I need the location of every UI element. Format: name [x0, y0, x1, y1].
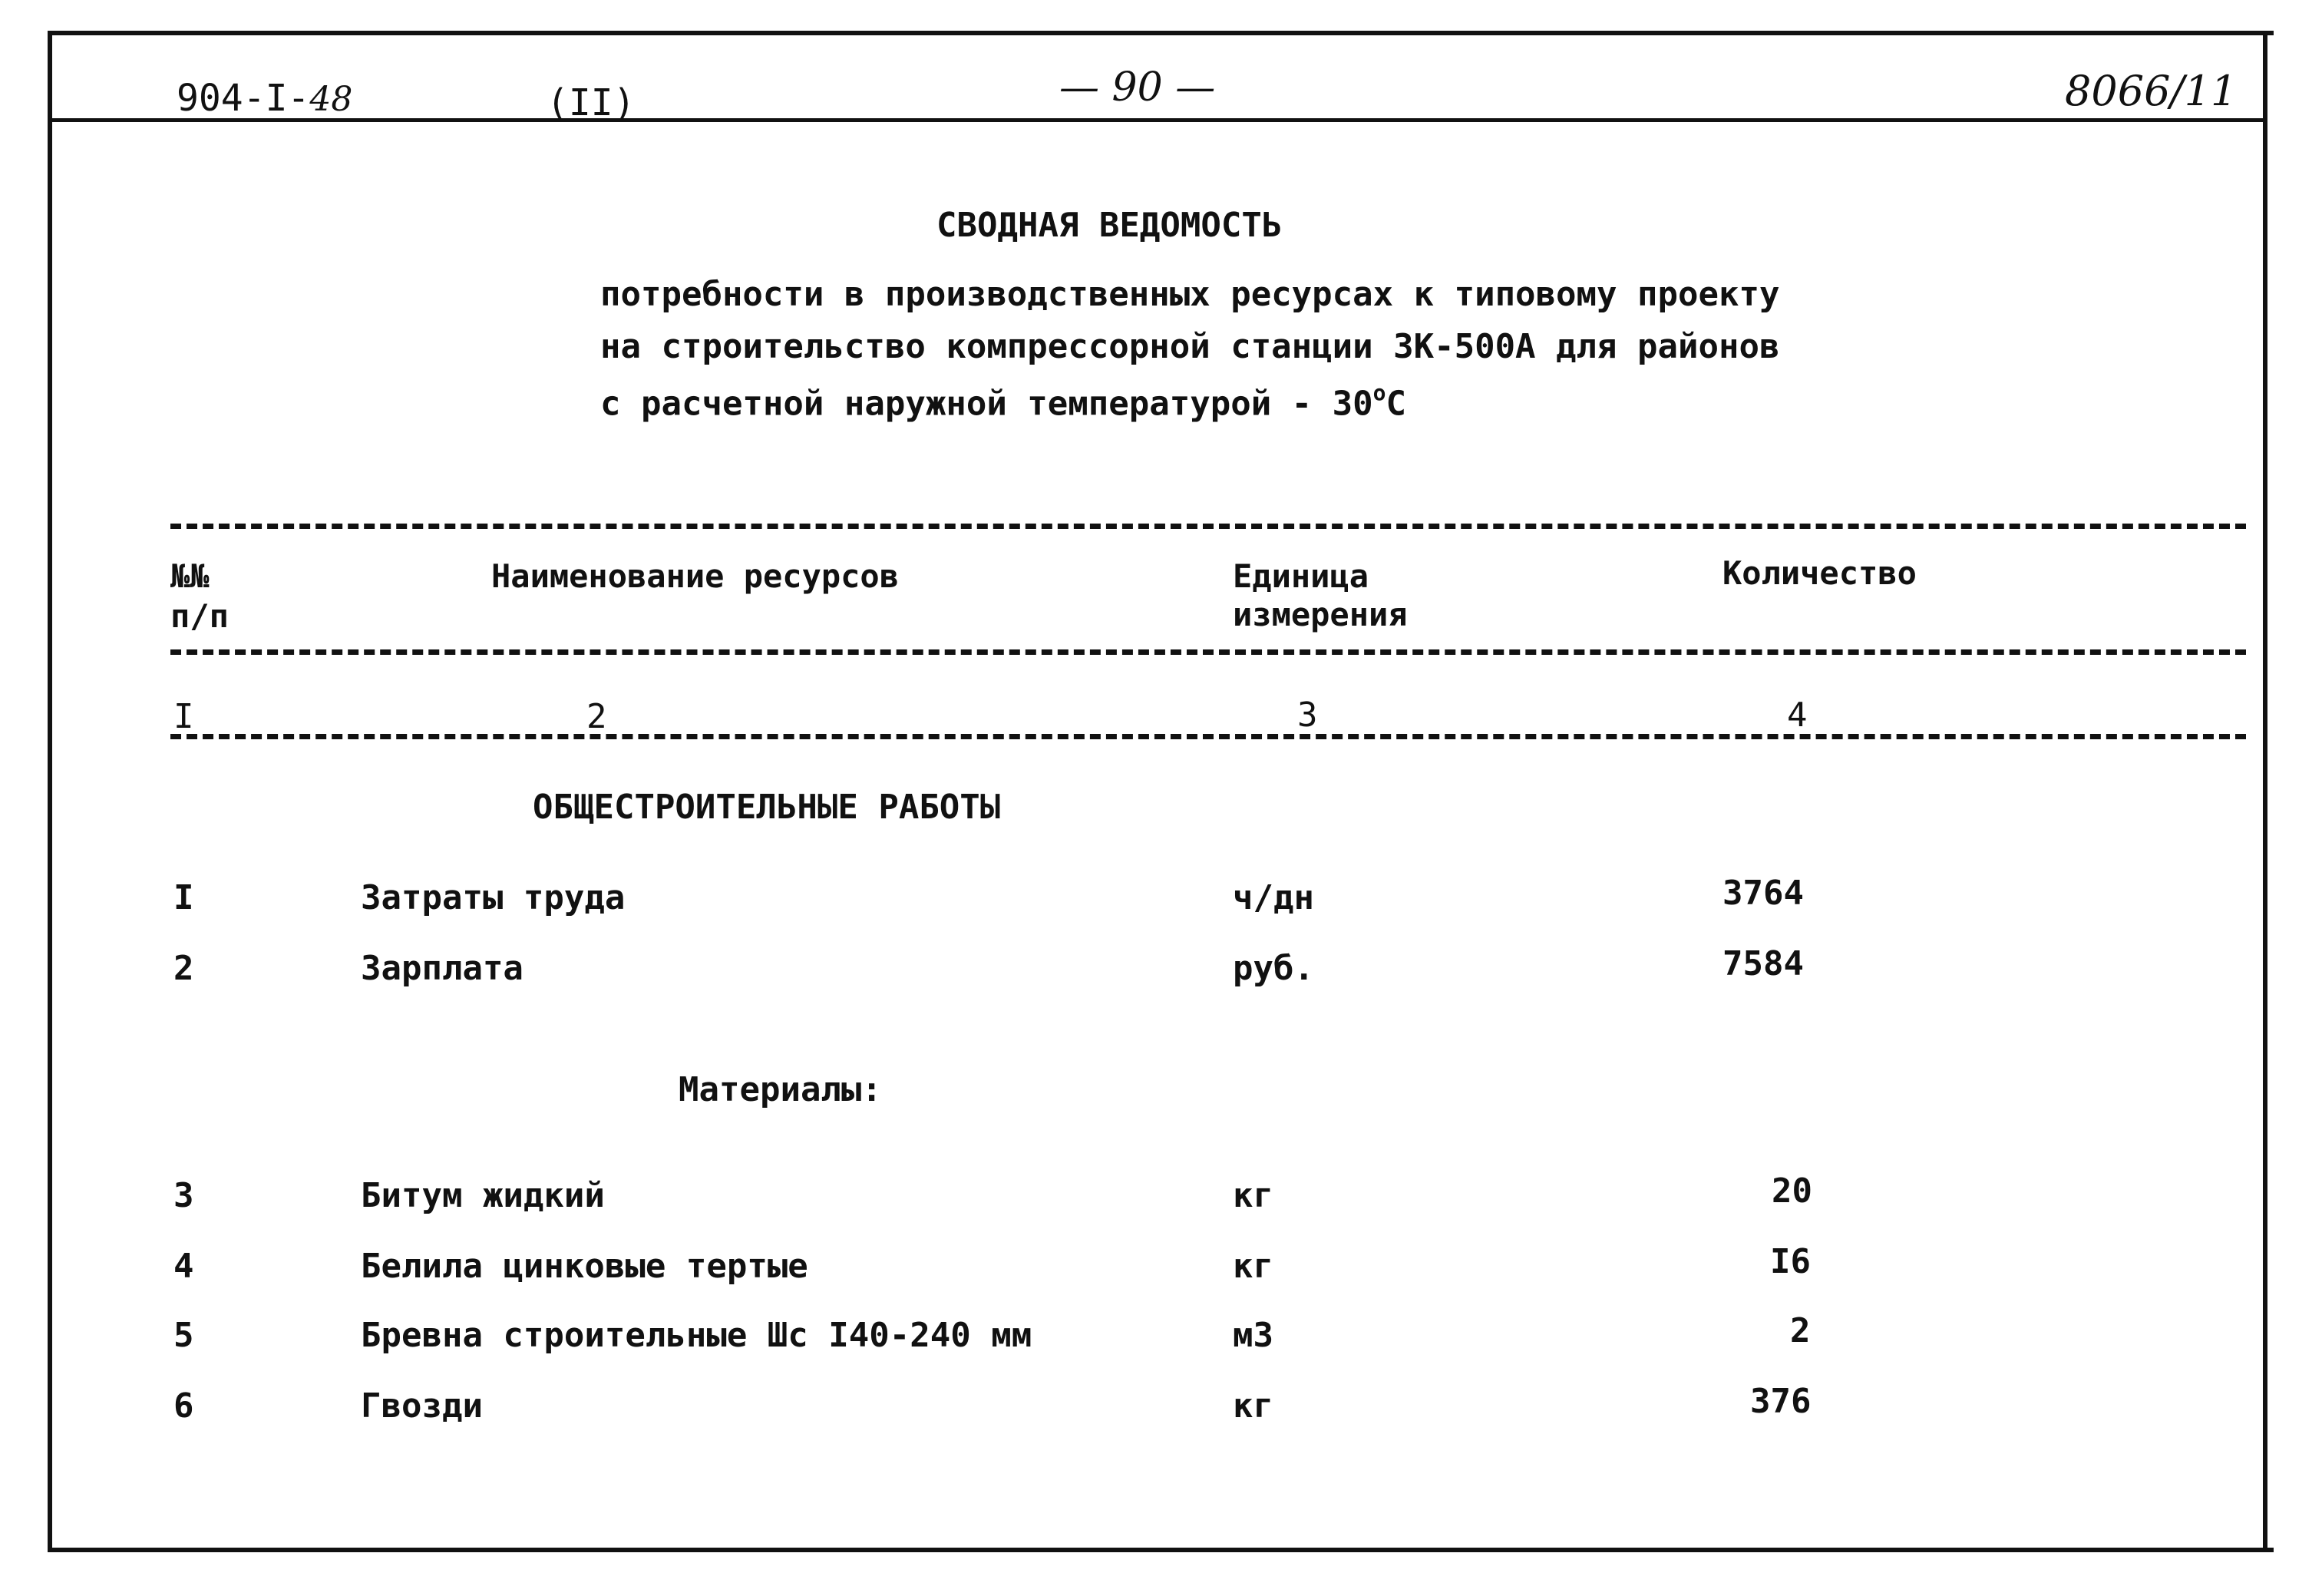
row-unit: кг: [1233, 1247, 1273, 1286]
header-num-line1: №№: [170, 557, 210, 595]
row-number: 2: [173, 949, 194, 988]
header-unit-line2: измерения: [1233, 596, 1408, 633]
header-quantity: Количество: [1722, 554, 1917, 592]
row-quantity: 20: [1772, 1171, 1812, 1211]
col-number-2: 2: [586, 697, 607, 736]
temperature-unit: С: [1386, 384, 1406, 424]
row-resource-name: Гвозди: [361, 1386, 483, 1426]
header-num-line2: п/п: [170, 597, 229, 635]
row-number: 3: [173, 1176, 194, 1215]
row-resource-name: Затраты труда: [361, 878, 626, 917]
series-code: [177, 77, 353, 120]
row-resource-name: Белила цинковые тертые: [361, 1247, 808, 1286]
row-quantity: 3764: [1722, 874, 1804, 913]
row-quantity: I6: [1770, 1242, 1811, 1281]
row-resource-name: Битум жидкий: [361, 1176, 605, 1215]
row-number: 6: [173, 1386, 194, 1426]
row-resource-name: Зарплата: [361, 949, 524, 988]
row-number: I: [173, 878, 194, 917]
row-unit: ч/дн: [1233, 878, 1314, 917]
row-quantity: 376: [1750, 1382, 1812, 1421]
header-unit-line1: Единица: [1233, 557, 1369, 595]
title-line-3: [600, 380, 1406, 424]
degree-sign: о: [1372, 380, 1386, 405]
document-number: 8066/11: [2065, 67, 2238, 115]
section-title: ОБЩЕСТРОИТЕЛЬНЫЕ РАБОТЫ: [533, 788, 1001, 827]
frame-bottom-border: [48, 1548, 2274, 1552]
title-line-3-text: с расчетной наружной температурой - 30: [600, 384, 1373, 424]
table-rule-middle: [170, 649, 2246, 655]
page-number: — 90 —: [1059, 64, 1216, 111]
subsection-materials: Материалы:: [679, 1070, 882, 1109]
title-line-1: потребности в производственных ресурсах к типовому проекту: [600, 275, 1780, 314]
frame-right-border: [2263, 31, 2267, 1552]
row-number: 5: [173, 1316, 194, 1355]
header-resource-name: Наименование ресурсов: [491, 557, 900, 595]
frame-top-border: [48, 31, 2274, 35]
col-number-1: I: [173, 697, 194, 736]
part-label: (II): [547, 81, 636, 124]
series-printed: 904-I-: [177, 77, 310, 120]
row-unit: м3: [1233, 1316, 1273, 1355]
col-number-4: 4: [1787, 696, 1808, 735]
col-number-3: 3: [1297, 696, 1318, 735]
document-heading: СВОДНАЯ ВЕДОМОСТЬ: [936, 206, 1283, 245]
row-unit: руб.: [1233, 949, 1314, 988]
row-unit: кг: [1233, 1386, 1273, 1426]
frame-left-border: [48, 31, 52, 1552]
row-number: 4: [173, 1247, 194, 1286]
row-unit: кг: [1233, 1176, 1273, 1215]
row-resource-name: Бревна строительные Шс I40-240 мм: [361, 1316, 1032, 1355]
row-quantity: 2: [1790, 1311, 1811, 1350]
header-underline: [48, 118, 2267, 122]
row-quantity: 7584: [1722, 944, 1804, 983]
series-handwritten: 48: [309, 80, 353, 119]
table-rule-top: [170, 524, 2246, 529]
title-line-2: на строительство компрессорной станции ЗК-500А для районов: [600, 327, 1780, 366]
table-rule-bottom: [170, 734, 2246, 739]
